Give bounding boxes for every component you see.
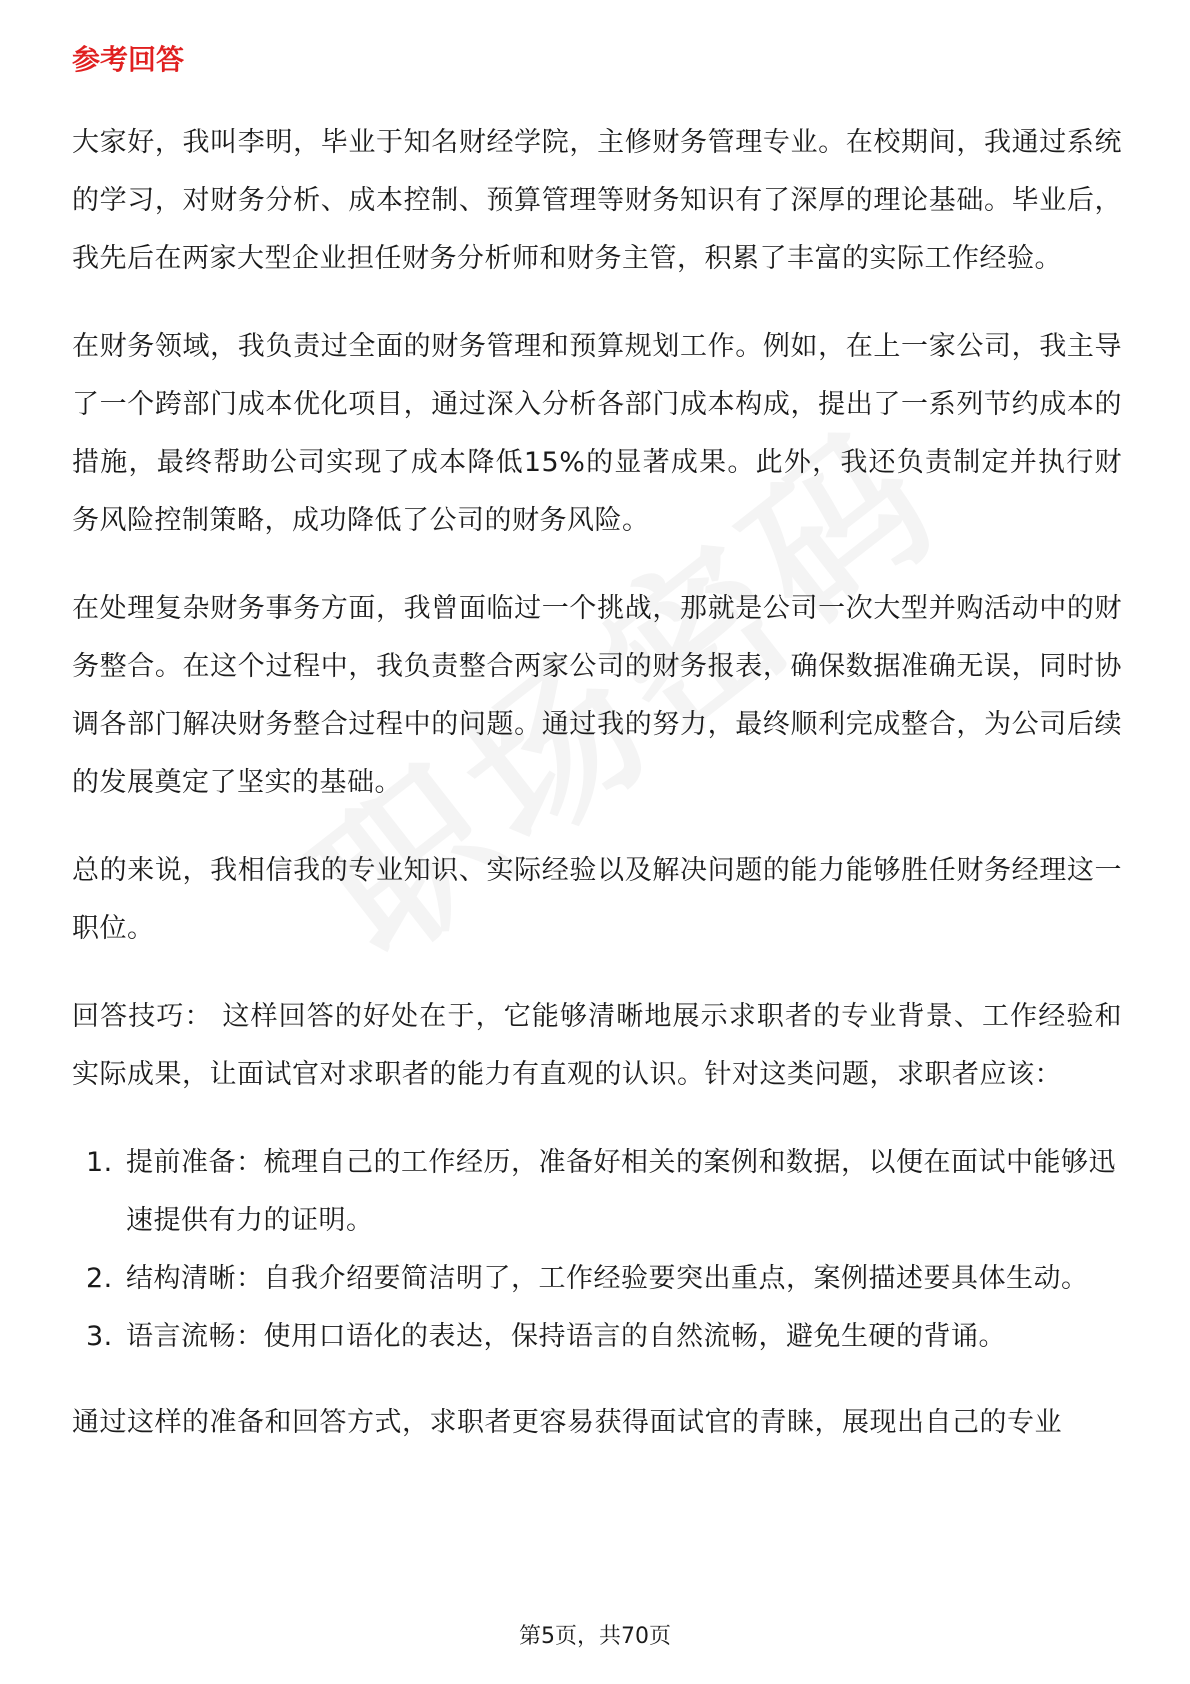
- list-item: [72, 1308, 1122, 1366]
- paragraph-intro: 大家好，我叫李明，毕业于知名财经学院，主修财务管理专业。在校期间，我通过系统的学习，对财务分析、成本控制、预算管理等财务知识有了深厚的理论基础。毕业后，我先后在两家大型企业担任财务分析师和财务主管，积累了丰富的实际工作经验。: [72, 127, 1122, 274]
- list-item-text: 提前准备：梳理自己的工作经历，准备好相关的案例和数据，以便在面试中能够迅速提供有力的证明。: [126, 1147, 1116, 1236]
- section-title: 参考回答: [72, 43, 185, 76]
- list-item: [72, 1134, 1122, 1250]
- paragraph-finance-experience: 在财务领域，我负责过全面的财务管理和预算规划工作。例如，在上一家公司，我主导了一个跨部门成本优化项目，通过深入分析各部门成本构成，提出了一系列节约成本的措施，最终帮助公司实现了成本降低15%的显著成果。此外，我还负责制定并执行财务风险控制策略，成功降低了公司的财务风险。: [72, 331, 1122, 536]
- tips-intro: 回答技巧： 这样回答的好处在于，它能够清晰地展示求职者的专业背景、工作经验和实际成果，让面试官对求职者的能力有直观的认识。针对这类问题，求职者应该：: [72, 1001, 1122, 1090]
- paragraph-closing: 通过这样的准备和回答方式，求职者更容易获得面试官的青睐，展现出自己的专业: [72, 1407, 1062, 1438]
- list-item: [72, 1250, 1122, 1308]
- tips-list: [72, 1134, 1122, 1366]
- list-item-number: 1.: [86, 1147, 113, 1178]
- paragraph-complex-affairs: 在处理复杂财务事务方面，我曾面临过一个挑战，那就是公司一次大型并购活动中的财务整合。在这个过程中，我负责整合两家公司的财务报表，确保数据准确无误，同时协调各部门解决财务整合过程中的问题。通过我的努力，最终顺利完成整合，为公司后续的发展奠定了坚实的基础。: [72, 593, 1122, 798]
- document-page: [72, 40, 1122, 1482]
- list-item-text: 结构清晰：自我介绍要简洁明了，工作经验要突出重点，案例描述要具体生动。: [126, 1263, 1089, 1294]
- list-item-number: 2.: [86, 1263, 113, 1294]
- paragraph-summary: 总的来说，我相信我的专业知识、实际经验以及解决问题的能力能够胜任财务经理这一职位。: [72, 855, 1122, 944]
- list-item-text: 语言流畅：使用口语化的表达，保持语言的自然流畅，避免生硬的背诵。: [126, 1321, 1006, 1352]
- list-item-number: 3.: [86, 1321, 113, 1352]
- page-number-footer: 第5页，共70页: [519, 1624, 671, 1649]
